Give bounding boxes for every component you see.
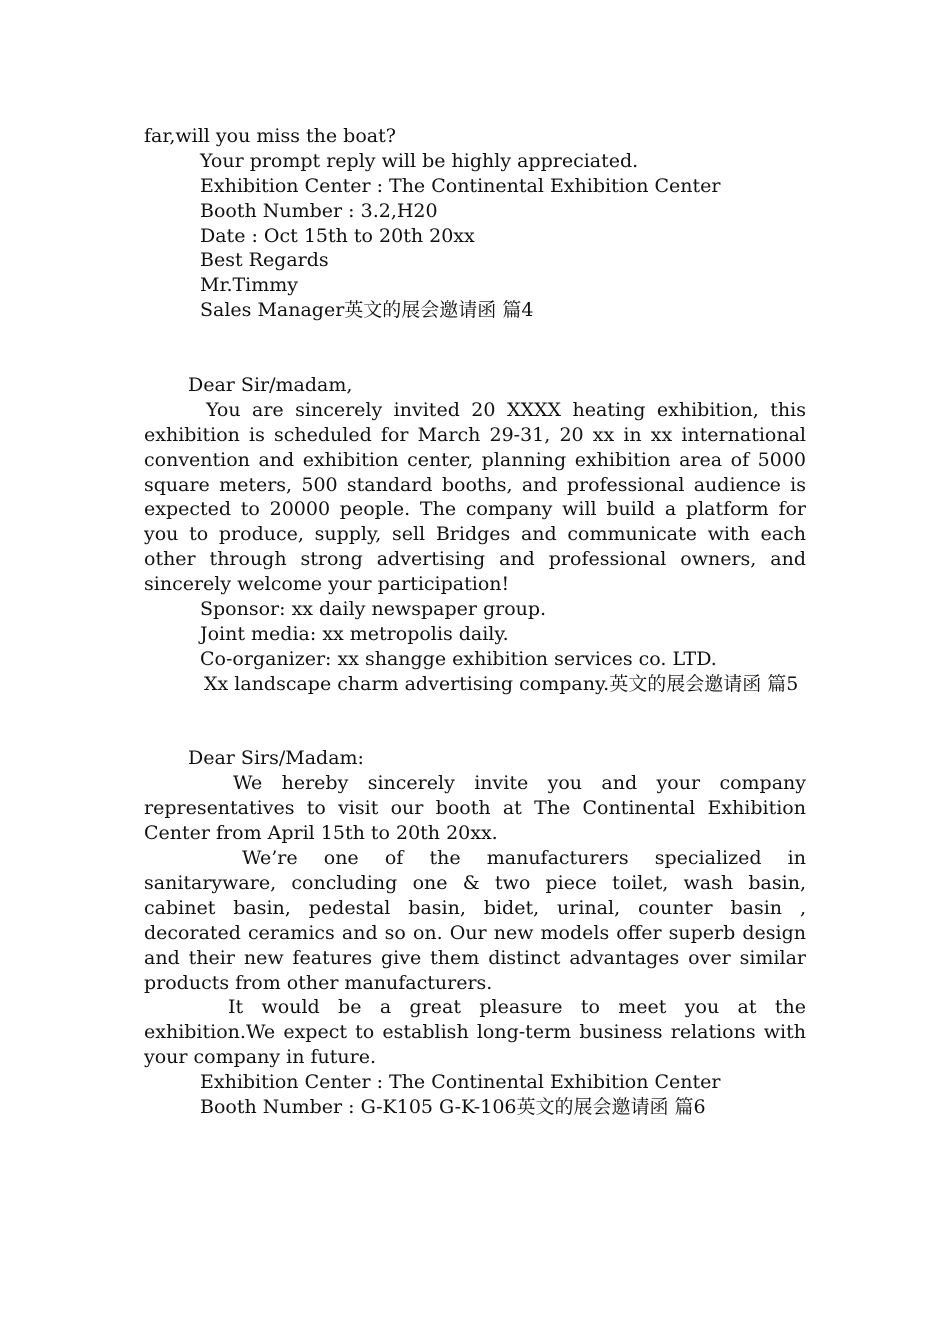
salutation: Dear Sirs/Madam:	[188, 747, 364, 770]
signature-title-and-heading: Sales Manager英文的展会邀请函 篇4	[200, 299, 534, 322]
section-gap	[144, 323, 806, 373]
booth-number-line: Booth Number : 3.2,H20	[200, 199, 438, 222]
booth-number-line-and-heading: Booth Number : G-K105 G-K-106英文的展会邀请函 篇6	[200, 1096, 706, 1119]
text-line: far,will you miss the boat?	[144, 125, 396, 147]
body-paragraph: We’re one of the manufacturers specialized in sanitaryware, concluding one & two piece toilet, wash basin, cabinet basin, pedestal basin, bidet, urinal, counter basin , decorated ceramics and so on. Our new models offer superb design and their new features give them distinct advantages over similar products from other manufacturers.	[144, 847, 806, 994]
co-organizer-line: Co-organizer: xx shangge exhibition services co. LTD.	[200, 647, 717, 670]
section-gap	[144, 697, 806, 747]
document-body	[144, 124, 806, 1120]
sponsor-line: Sponsor: xx daily newspaper group.	[200, 598, 547, 621]
salutation: Dear Sir/madam,	[188, 373, 353, 396]
body-paragraph: It would be a great pleasure to meet you at the exhibition.We expect to establish long-term business relations with your company in future.	[144, 996, 806, 1069]
landscape-line-and-heading: Xx landscape charm advertising company.英文的展会邀请函 篇5	[204, 672, 799, 695]
body-paragraph: You are sincerely invited 20 XXXX heating exhibition, this exhibition is scheduled for March 29-31, 20 xx in xx international convention and exhibition center, planning exhibition area of 5000 square meters, 500 standard booths, and professional audience is expected to 20000 people. The company will build a platform for you to produce, supply, sell Bridges and communicate with each other through strong advertising and professional owners, and sincerely welcome your participation!	[144, 398, 806, 596]
closing-line: Best Regards	[200, 249, 329, 272]
date-line: Date : Oct 15th to 20th 20xx	[200, 224, 475, 247]
exhibition-center-line: Exhibition Center : The Continental Exhibition Center	[200, 174, 721, 197]
signature-name: Mr.Timmy	[200, 274, 299, 297]
text-line: Your prompt reply will be highly appreciated.	[200, 149, 639, 172]
joint-media-line: Joint media: xx metropolis daily.	[200, 622, 509, 645]
body-paragraph: We hereby sincerely invite you and your company representatives to visit our booth at The Continental Exhibition Center from April 15th to 20th 20xx.	[144, 772, 806, 845]
exhibition-center-line: Exhibition Center : The Continental Exhibition Center	[200, 1071, 721, 1094]
